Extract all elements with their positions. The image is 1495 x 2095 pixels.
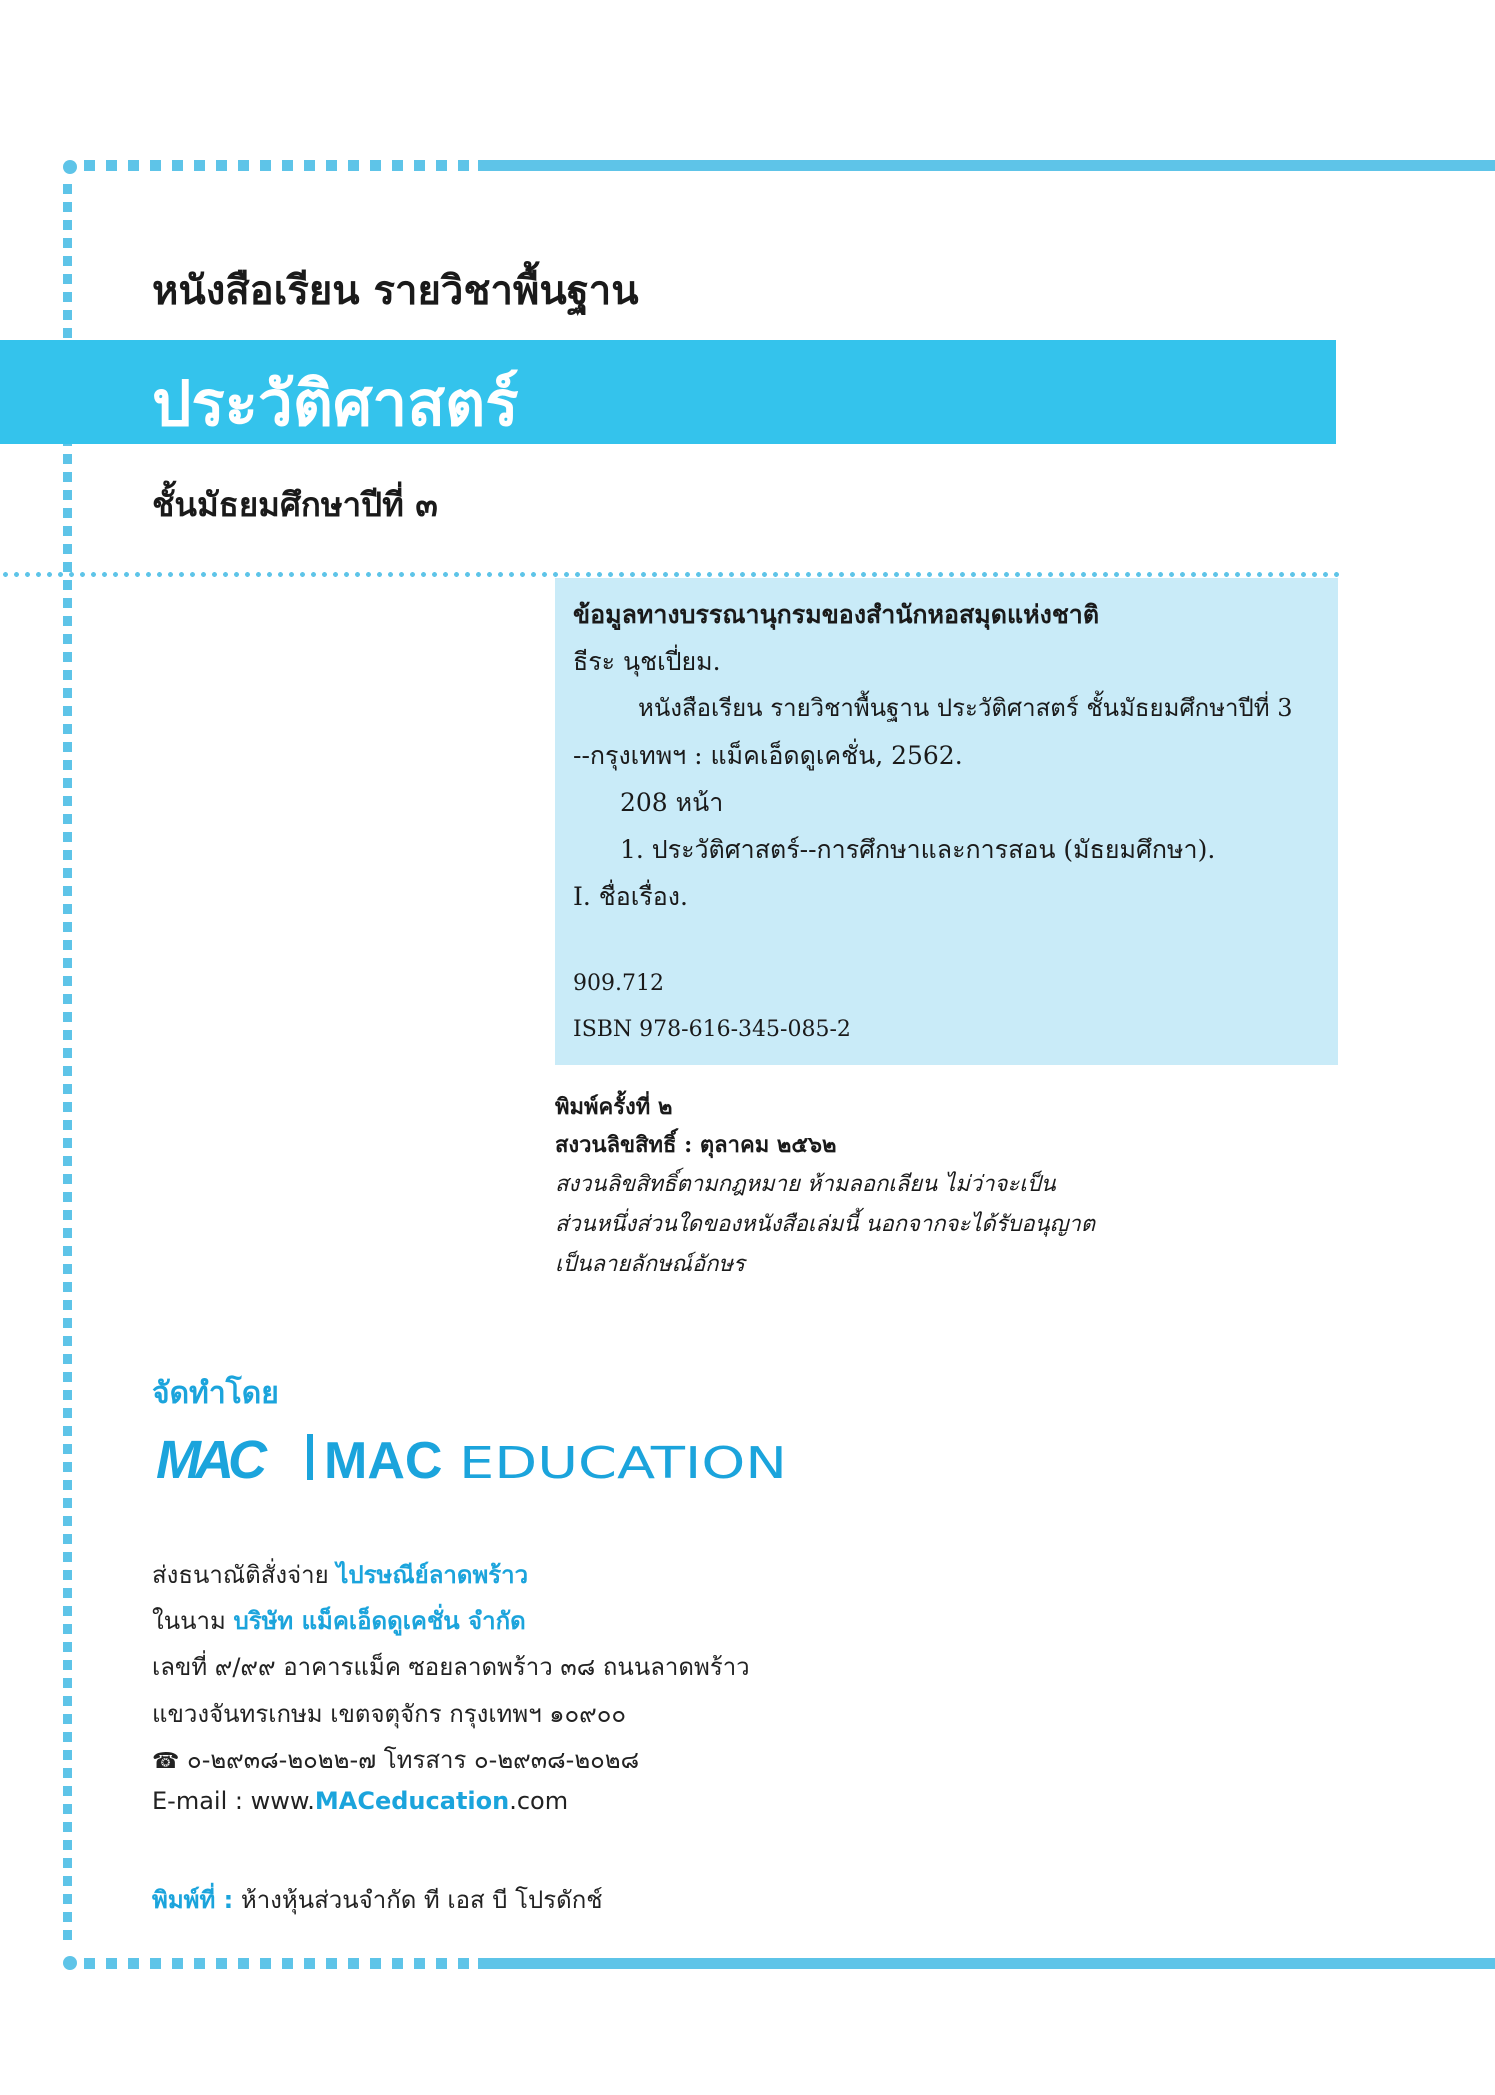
email-brand[interactable]: MACeducation xyxy=(314,1787,510,1815)
printer-value: ห้างหุ้นส่วนจำกัด ที เอส บี โปรดักช์ xyxy=(240,1886,603,1914)
catalog-pages: 208 หน้า xyxy=(620,788,724,817)
produced-by-label: จัดทำโดย xyxy=(152,1376,279,1411)
frame-bottom-dots xyxy=(84,1958,469,1969)
mac-education-logo xyxy=(152,1418,792,1490)
money-order-value: ไปรษณีย์ลาดพร้าว xyxy=(336,1561,529,1589)
frame-corner-top xyxy=(63,160,77,174)
payee-label: ในนาม xyxy=(152,1607,226,1635)
payee-line xyxy=(152,1601,526,1640)
telephone-icon: ☎ xyxy=(152,1749,180,1774)
logo-text-bold: MAC xyxy=(324,1432,443,1490)
email-suffix: .com xyxy=(509,1787,569,1815)
printer-label: พิมพ์ที่ : xyxy=(152,1886,234,1914)
catalog-publisher-line: --กรุงเทพฯ : แม็คเอ็ดดูเคชั่น, 2562. xyxy=(573,741,963,770)
address-line-2: แขวงจันทรเกษม เขตจตุจักร กรุงเทพฯ ๑๐๙๐๐ xyxy=(152,1700,627,1728)
frame-top-line xyxy=(478,160,1495,171)
email-line xyxy=(152,1787,568,1815)
money-order-line xyxy=(152,1555,528,1594)
copyright-notice-1: สงวนลิขสิทธิ์ตามกฎหมาย ห้ามลอกเลียน ไม่ว่าจะเป็น xyxy=(555,1172,1056,1197)
payee-value: บริษัท แม็คเอ็ดดูเคชั่น จำกัด xyxy=(233,1607,526,1635)
frame-corner-bottom xyxy=(63,1956,77,1970)
frame-left-dots xyxy=(63,184,72,1941)
address-line-1: เลขที่ ๙/๙๙ อาคารแม็ค ซอยลาดพร้าว ๓๘ ถนนลาดพร้าว xyxy=(152,1653,750,1681)
money-order-label: ส่งธนาณัติสั่งจ่าย xyxy=(152,1561,329,1589)
catalog-class-number: 909.712 xyxy=(573,971,664,996)
copyright-notice-3: เป็นลายลักษณ์อักษร xyxy=(555,1252,745,1277)
mac-logo-mark: MAC xyxy=(156,1430,261,1490)
book-subtitle: หนังสือเรียน รายวิชาพื้นฐาน xyxy=(152,267,639,314)
catalog-author: ธีระ นุชเปี่ยม. xyxy=(573,647,721,676)
catalog-title-entry: I. ชื่อเรื่อง. xyxy=(573,882,688,911)
grade-level: ชั้นมัธยมศึกษาปีที่ ๓ xyxy=(152,485,438,524)
book-title: ประวัติศาสตร์ xyxy=(152,367,519,440)
logo-graphic xyxy=(152,1418,792,1490)
catalog-header: ข้อมูลทางบรรณานุกรมของสำนักหอสมุดแห่งชาติ xyxy=(573,600,1100,629)
copyright-date: สงวนลิขสิทธิ์ : ตุลาคม ๒๕๖๒ xyxy=(555,1132,837,1158)
frame-top-dots xyxy=(84,160,469,171)
printer-line xyxy=(152,1880,603,1919)
catalog-isbn: ISBN 978-616-345-085-2 xyxy=(573,1017,851,1042)
edition-note: พิมพ์ครั้งที่ ๒ xyxy=(555,1094,673,1120)
frame-bottom-line xyxy=(478,1958,1495,1969)
email-label: E-mail : www. xyxy=(152,1787,315,1815)
section-divider xyxy=(0,572,1340,577)
phone-numbers: ๐-๒๙๓๘-๒๐๒๒-๗ โทรสาร ๐-๒๙๓๘-๒๐๒๘ xyxy=(187,1746,640,1774)
phone-line xyxy=(152,1740,639,1779)
logo-separator xyxy=(307,1434,313,1480)
copyright-notice-2: ส่วนหนึ่งส่วนใดของหนังสือเล่มนี้ นอกจากจะได้รับอนุญาต xyxy=(555,1212,1096,1237)
catalog-subject: 1. ประวัติศาสตร์--การศึกษาและการสอน (มัธยมศึกษา). xyxy=(620,835,1216,864)
catalog-book-line: หนังสือเรียน รายวิชาพื้นฐาน ประวัติศาสตร์ ชั้นมัธยมศึกษาปีที่ 3 xyxy=(638,694,1293,722)
logo-text-light: EDUCATION xyxy=(459,1438,787,1489)
